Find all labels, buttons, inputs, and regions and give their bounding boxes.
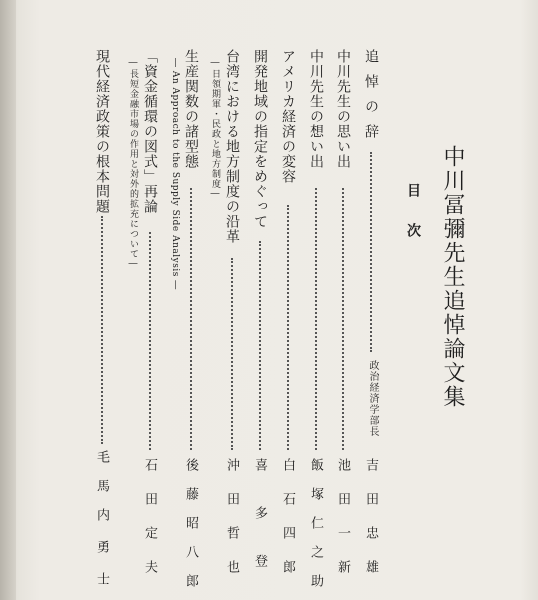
author-char: 多 [252,506,267,519]
author-char: 之 [308,545,323,558]
toc-entry-subtitle: ― An Approach to the Supply Side Analysis ― [170,58,180,290]
author-char: 白 [280,458,295,471]
author-char: 塚 [308,487,323,500]
toc-entry-subtitle: ―日領期軍・民政と地方制度― [210,58,220,200]
author-char: 士 [94,572,109,585]
author-char: 昭 [183,516,198,529]
author-char: 石 [142,458,157,471]
author-char: 田 [335,492,350,505]
author-char: 田 [224,492,239,505]
author-char: 後 [183,458,198,471]
author-char: 也 [224,560,239,573]
book-gutter [0,0,16,600]
author-char: 郎 [183,574,198,587]
leader-dots [149,232,151,450]
author-role: 政治経済学部長 [367,360,378,437]
toc-entry-title: 現代経済政策の根本問題 [94,49,110,214]
toc-entry-title: 中川先生の想い出 [308,49,324,169]
author-char: 夫 [142,560,157,573]
author-char: 馬 [94,479,109,492]
author-char: 一 [335,526,350,539]
leader-dots [259,241,261,450]
author-char: 定 [142,526,157,539]
toc-entry-title: 中川先生の思い出 [335,49,351,169]
leader-dots [287,205,289,450]
author-char: 沖 [224,458,239,471]
author-char: 池 [335,458,350,471]
author-char: 四 [280,526,295,539]
toc-entry-title: 開発地域の指定をめぐって [252,49,268,229]
author-char: 雄 [363,560,378,573]
author-char: 飯 [308,458,323,471]
author-char: 郎 [280,560,295,573]
author-char: 田 [363,492,378,505]
author-char: 助 [308,574,323,587]
toc-entry-title: 「資金循環の図式」再論 [142,49,158,214]
author-char: 八 [183,545,198,558]
leader-dots [315,188,317,450]
toc-entry-title: 生産関数の諸型態 [183,49,199,169]
author-char: 喜 [252,458,267,471]
author-char: 田 [142,492,157,505]
author-char: 藤 [183,487,198,500]
book-title: 中川冨彌先生追悼論文集 [440,145,465,409]
toc-heading: 目次 [405,183,421,263]
author-char: 登 [252,554,267,567]
author-char: 忠 [363,526,378,539]
author-char: 石 [280,492,295,505]
leader-dots [101,216,103,444]
author-char: 内 [94,508,109,521]
leader-dots [342,188,344,450]
leader-dots [231,258,233,450]
author-char: 吉 [363,458,378,471]
toc-entry-title: アメリカ経済の変容 [280,49,296,184]
toc-entry-title: 台湾における地方制度の沿革 [224,49,240,244]
leader-dots [370,152,372,352]
leader-dots [190,188,192,450]
author-char: 哲 [224,526,239,539]
author-char: 仁 [308,516,323,529]
toc-entry-title: 追悼の辞 [363,49,379,149]
author-char: 勇 [94,540,109,553]
toc-entry-subtitle: ―長短金融市場の作用と対外的拡充について― [128,58,138,270]
author-char: 新 [335,560,350,573]
author-char: 毛 [94,450,109,463]
